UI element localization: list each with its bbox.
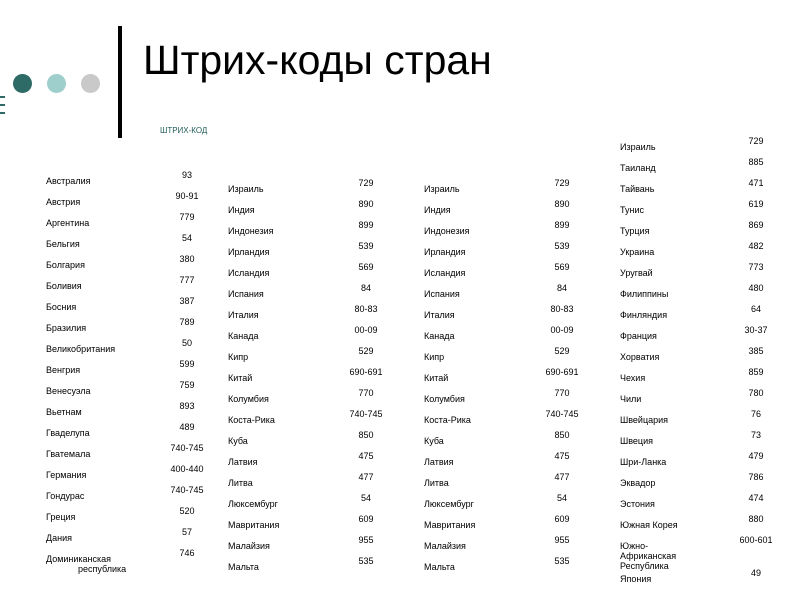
table-row — [620, 283, 780, 303]
table-row — [228, 283, 398, 303]
country-code: 73 — [750, 430, 761, 440]
country-code: 869 — [748, 220, 764, 230]
table-row — [424, 220, 594, 240]
country-name: Эстония — [620, 499, 655, 509]
country-code: 609 — [358, 514, 374, 524]
country-name: Канада — [424, 331, 455, 341]
country-code: 619 — [748, 199, 764, 209]
table-row — [46, 380, 206, 400]
table-row — [228, 430, 398, 450]
country-name: Малайзия — [424, 541, 466, 551]
table-row — [424, 535, 594, 555]
country-name: Болгария — [46, 260, 85, 270]
country-code: 850 — [358, 430, 374, 440]
table-row — [46, 233, 206, 253]
table-row — [424, 283, 594, 303]
country-name: Шри-Ланка — [620, 457, 667, 467]
country-code: 400-440 — [170, 464, 204, 474]
decor-dot-1 — [13, 74, 32, 93]
table-row — [424, 493, 594, 513]
table-row — [46, 443, 206, 463]
country-name: Израиль — [620, 142, 656, 152]
country-name: Мальта — [424, 562, 455, 572]
country-name: Великобритания — [46, 344, 116, 354]
country-name: Бельгия — [46, 239, 80, 249]
country-name: Вьетнам — [46, 407, 82, 417]
country-code: 786 — [748, 472, 764, 482]
table-row — [46, 485, 206, 505]
table-row — [46, 548, 206, 574]
country-code: 955 — [358, 535, 374, 545]
country-name: Мавритания — [228, 520, 280, 530]
country-code: 569 — [358, 262, 374, 272]
country-name: Италия — [228, 310, 259, 320]
table-row — [424, 199, 594, 219]
table-row — [228, 178, 398, 198]
country-name: Тунис — [620, 205, 644, 215]
country-code: 535 — [554, 556, 570, 566]
country-code: 890 — [554, 199, 570, 209]
country-name: Исландия — [424, 268, 466, 278]
country-name: Италия — [424, 310, 455, 320]
country-name: Япония — [620, 574, 652, 584]
country-name: Хорватия — [620, 352, 660, 362]
country-name: Украина — [620, 247, 655, 257]
table-row — [46, 506, 206, 526]
country-code: 54 — [360, 493, 371, 503]
country-code: 773 — [748, 262, 764, 272]
table-row — [620, 325, 780, 345]
country-code: 899 — [358, 220, 374, 230]
table-row — [46, 296, 206, 316]
country-name: Гондурас — [46, 491, 85, 501]
country-code: 471 — [748, 178, 764, 188]
country-name: Доминиканская республика — [46, 554, 127, 574]
table-row — [620, 388, 780, 408]
table-row — [228, 262, 398, 282]
country-name: Франция — [620, 331, 657, 341]
country-name: Кипр — [228, 352, 249, 362]
table-row — [228, 367, 398, 387]
country-code: 899 — [554, 220, 570, 230]
country-code: 84 — [360, 283, 371, 293]
country-name: Австралия — [46, 176, 91, 186]
table-row — [620, 346, 780, 366]
country-code: 480 — [748, 283, 764, 293]
country-name: Швейцария — [620, 415, 669, 425]
country-column-1 — [46, 170, 206, 590]
table-row — [228, 199, 398, 219]
column-header-barcode: ШТРИХ-КОД — [160, 126, 208, 135]
country-code: 893 — [179, 401, 195, 411]
country-code: 482 — [748, 241, 764, 251]
table-row — [424, 304, 594, 324]
table-row — [424, 325, 594, 345]
table-row — [228, 304, 398, 324]
country-code: 475 — [358, 451, 374, 461]
decor-tick-1 — [0, 96, 5, 98]
country-code: 387 — [179, 296, 195, 306]
country-code: 50 — [181, 338, 192, 348]
country-name: Исландия — [228, 268, 270, 278]
country-code: 90-91 — [175, 191, 199, 201]
table-row — [46, 212, 206, 232]
country-code: 57 — [181, 527, 192, 537]
country-code: 539 — [554, 241, 570, 251]
table-row — [228, 493, 398, 513]
country-name: Гваделупа — [46, 428, 90, 438]
country-name: Гватемала — [46, 449, 91, 459]
country-name: Турция — [620, 226, 650, 236]
country-code: 535 — [358, 556, 374, 566]
country-code: 770 — [554, 388, 570, 398]
country-code: 690-691 — [545, 367, 579, 377]
table-row — [620, 367, 780, 387]
country-code: 64 — [750, 304, 761, 314]
country-code: 770 — [358, 388, 374, 398]
country-code: 54 — [181, 233, 192, 243]
country-code: 777 — [179, 275, 195, 285]
country-name: Аргентина — [46, 218, 90, 228]
table-row — [620, 472, 780, 492]
country-name: Коста-Рика — [424, 415, 471, 425]
table-row — [424, 178, 594, 198]
country-name: Китай — [424, 373, 449, 383]
table-row — [424, 430, 594, 450]
table-row — [46, 359, 206, 379]
country-name: Швеция — [620, 436, 653, 446]
country-column-3 — [424, 178, 594, 578]
table-row — [424, 367, 594, 387]
country-name: Куба — [228, 436, 248, 446]
country-name: Венесуэла — [46, 386, 91, 396]
country-code: 859 — [748, 367, 764, 377]
country-name: Эквадор — [620, 478, 656, 488]
country-name: Израиль — [424, 184, 460, 194]
decor-dot-3 — [81, 74, 100, 93]
table-row — [46, 338, 206, 358]
country-code: 30-37 — [744, 325, 768, 335]
table-row — [228, 220, 398, 240]
table-row — [46, 401, 206, 421]
table-row — [424, 346, 594, 366]
page-title: Штрих-коды стран — [143, 37, 492, 83]
country-name: Бразилия — [46, 323, 87, 333]
country-name: Колумбия — [228, 394, 269, 404]
table-row — [46, 422, 206, 442]
country-name: Босния — [46, 302, 77, 312]
country-column-2 — [228, 178, 398, 578]
table-row — [620, 199, 780, 219]
country-name: Таиланд — [620, 163, 656, 173]
table-row — [620, 157, 780, 177]
country-code: 746 — [179, 548, 195, 558]
country-code: 729 — [358, 178, 374, 188]
country-name: Испания — [228, 289, 264, 299]
country-name: Тайвань — [620, 184, 655, 194]
table-row — [46, 464, 206, 484]
table-row — [46, 254, 206, 274]
table-row — [424, 514, 594, 534]
table-row — [228, 346, 398, 366]
table-row — [424, 388, 594, 408]
country-name: Чили — [620, 394, 642, 404]
country-code: 385 — [748, 346, 764, 356]
country-name: Германия — [46, 470, 87, 480]
country-name: Филиппины — [620, 289, 669, 299]
table-row — [424, 262, 594, 282]
decor-tick-3 — [0, 112, 5, 114]
table-row — [620, 514, 780, 534]
country-code: 569 — [554, 262, 570, 272]
country-name: Индонезия — [228, 226, 274, 236]
country-code: 609 — [554, 514, 570, 524]
table-row — [620, 220, 780, 240]
table-row — [620, 451, 780, 471]
table-row — [620, 178, 780, 198]
table-row — [424, 409, 594, 429]
table-row — [228, 514, 398, 534]
country-name: Латвия — [228, 457, 258, 467]
country-code: 789 — [179, 317, 195, 327]
country-name: Южно- Африканская Республика — [620, 541, 677, 571]
country-code: 729 — [554, 178, 570, 188]
country-name: Малайзия — [228, 541, 270, 551]
country-code: 955 — [554, 535, 570, 545]
table-row — [46, 170, 206, 190]
country-code: 600-601 — [739, 535, 773, 545]
country-code: 489 — [179, 422, 195, 432]
country-name: Мальта — [228, 562, 259, 572]
table-row — [620, 568, 780, 588]
table-row — [620, 304, 780, 324]
country-name: Люксембург — [424, 499, 474, 509]
table-row — [228, 472, 398, 492]
country-name: Боливия — [46, 281, 82, 291]
country-name: Венгрия — [46, 365, 81, 375]
country-code: 529 — [358, 346, 374, 356]
country-name: Австрия — [46, 197, 81, 207]
country-name: Коста-Рика — [228, 415, 275, 425]
country-name: Южная Корея — [620, 520, 678, 530]
country-code: 49 — [750, 568, 761, 578]
table-row — [46, 527, 206, 547]
country-code: 479 — [748, 451, 764, 461]
country-code: 740-745 — [545, 409, 579, 419]
country-code: 477 — [554, 472, 570, 482]
country-code: 475 — [554, 451, 570, 461]
table-row — [228, 451, 398, 471]
country-code: 740-745 — [170, 443, 204, 453]
table-row — [46, 317, 206, 337]
country-code: 00-09 — [550, 325, 574, 335]
country-code: 477 — [358, 472, 374, 482]
country-code: 529 — [554, 346, 570, 356]
table-row — [620, 241, 780, 261]
country-code: 380 — [179, 254, 195, 264]
table-row — [46, 191, 206, 211]
country-name: Люксембург — [228, 499, 278, 509]
decor-dot-2 — [47, 74, 66, 93]
country-code: 76 — [750, 409, 761, 419]
country-name: Ирландия — [424, 247, 466, 257]
country-code: 54 — [556, 493, 567, 503]
country-name: Колумбия — [424, 394, 465, 404]
country-code: 780 — [748, 388, 764, 398]
table-row — [228, 325, 398, 345]
table-row — [424, 472, 594, 492]
table-row — [620, 535, 780, 571]
title-divider — [118, 26, 122, 138]
country-code: 474 — [748, 493, 764, 503]
country-code: 84 — [556, 283, 567, 293]
country-code: 740-745 — [170, 485, 204, 495]
country-code: 759 — [179, 380, 195, 390]
country-code: 885 — [748, 157, 764, 167]
country-name: Кипр — [424, 352, 445, 362]
table-row — [424, 451, 594, 471]
table-row — [228, 535, 398, 555]
country-name: Ирландия — [228, 247, 270, 257]
country-code: 690-691 — [349, 367, 383, 377]
country-code: 599 — [179, 359, 195, 369]
country-name: Испания — [424, 289, 460, 299]
table-row — [228, 556, 398, 576]
table-row — [620, 430, 780, 450]
country-name: Куба — [424, 436, 444, 446]
table-row — [620, 409, 780, 429]
country-name: Индия — [424, 205, 451, 215]
country-code: 729 — [748, 136, 764, 146]
table-row — [620, 136, 780, 156]
table-row — [228, 241, 398, 261]
country-name: Литва — [228, 478, 253, 488]
country-name: Китай — [228, 373, 253, 383]
country-code: 539 — [358, 241, 374, 251]
country-name: Греция — [46, 512, 76, 522]
country-name: Канада — [228, 331, 259, 341]
country-code: 520 — [179, 506, 195, 516]
country-name: Чехия — [620, 373, 646, 383]
country-name: Дания — [46, 533, 72, 543]
country-code: 890 — [358, 199, 374, 209]
country-column-4 — [620, 136, 780, 596]
country-name: Индия — [228, 205, 255, 215]
country-code: 740-745 — [349, 409, 383, 419]
decor-tick-2 — [0, 104, 5, 106]
country-code: 80-83 — [550, 304, 574, 314]
country-code: 779 — [179, 212, 195, 222]
table-row — [228, 388, 398, 408]
table-row — [228, 409, 398, 429]
table-row — [424, 241, 594, 261]
country-code: 880 — [748, 514, 764, 524]
country-name: Индонезия — [424, 226, 470, 236]
table-row — [46, 275, 206, 295]
country-name: Латвия — [424, 457, 454, 467]
country-name: Финляндия — [620, 310, 668, 320]
table-row — [424, 556, 594, 576]
table-row — [620, 262, 780, 282]
table-row — [620, 493, 780, 513]
country-name: Мавритания — [424, 520, 476, 530]
country-name: Израиль — [228, 184, 264, 194]
country-code: 80-83 — [354, 304, 378, 314]
country-code: 850 — [554, 430, 570, 440]
country-code: 00-09 — [354, 325, 378, 335]
country-code: 93 — [181, 170, 192, 180]
country-name: Уругвай — [620, 268, 653, 278]
country-name: Литва — [424, 478, 449, 488]
